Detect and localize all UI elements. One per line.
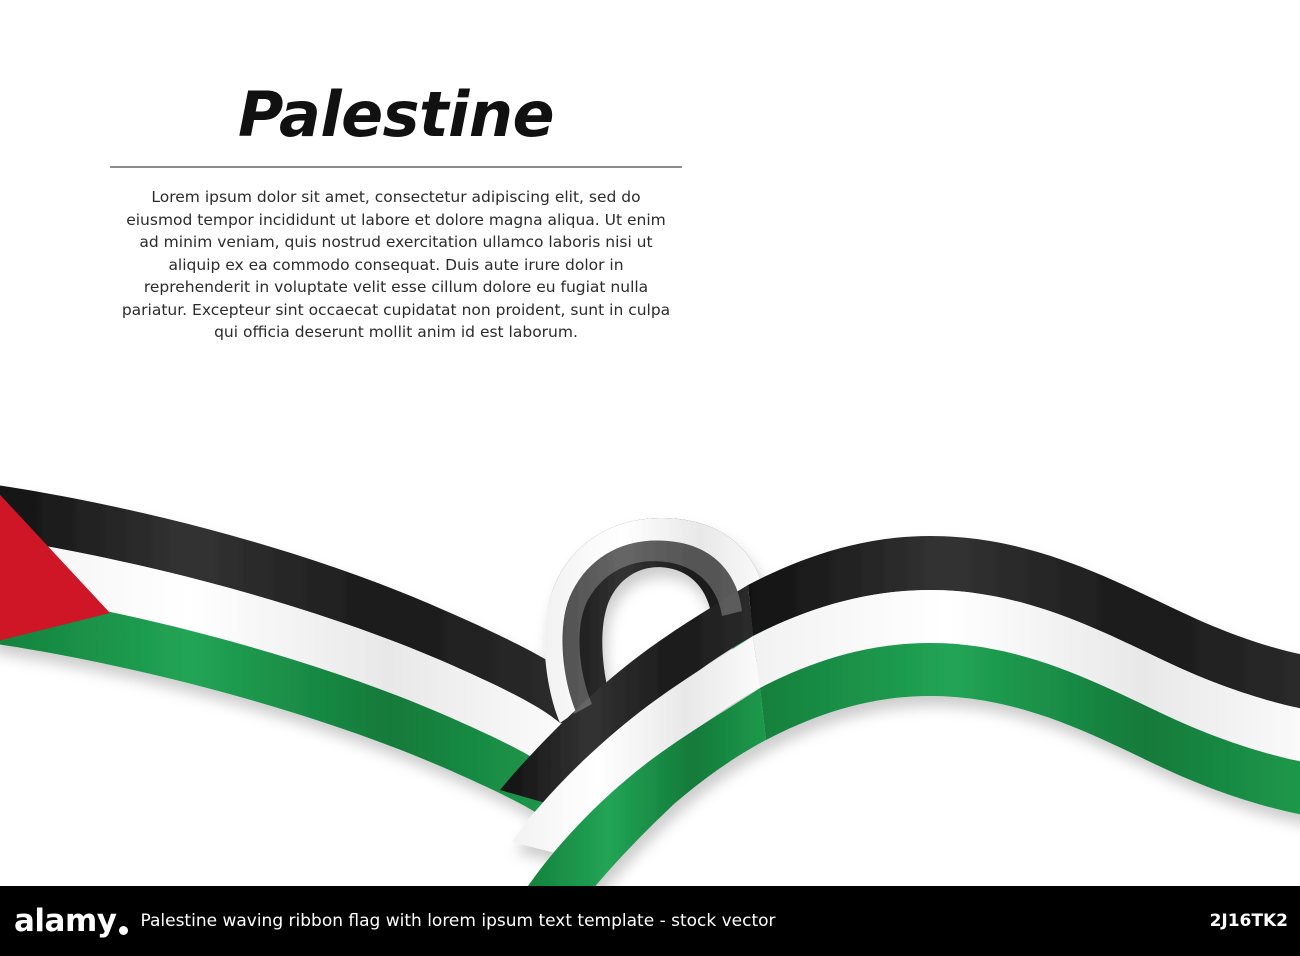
title-divider: [110, 166, 682, 168]
watermark-image-id: 2J16TK2: [1209, 911, 1288, 931]
alamy-logo: [14, 903, 128, 939]
alamy-logo-dot: [119, 926, 128, 935]
watermark-bar: [0, 886, 1300, 956]
watermark-caption: Palestine waving ribbon flag with lorem ipsum text template - stock vector: [140, 911, 776, 931]
watermark-left-group: [14, 903, 776, 939]
body-paragraph: Lorem ipsum dolor sit amet, consectetur adipiscing elit, sed do eiusmod tempor incididunt ut labore et dolore magna aliqua. Ut enim ad minim veniam, quis nostrud exercitation ullamco laboris nisi ut aliquip ex ea commodo consequat. Duis aute irure dolor in reprehenderit in voluptate velit esse cillum dolore eu fugiat nulla pariatur. Excepteur sint occaecat cupidatat non proident, sunt in culpa qui officia deserunt mollit anim id est laborum.: [121, 188, 671, 341]
text-block: [110, 78, 682, 344]
alamy-logo-text: alamy: [14, 903, 117, 939]
page-title: Palestine: [238, 78, 555, 151]
